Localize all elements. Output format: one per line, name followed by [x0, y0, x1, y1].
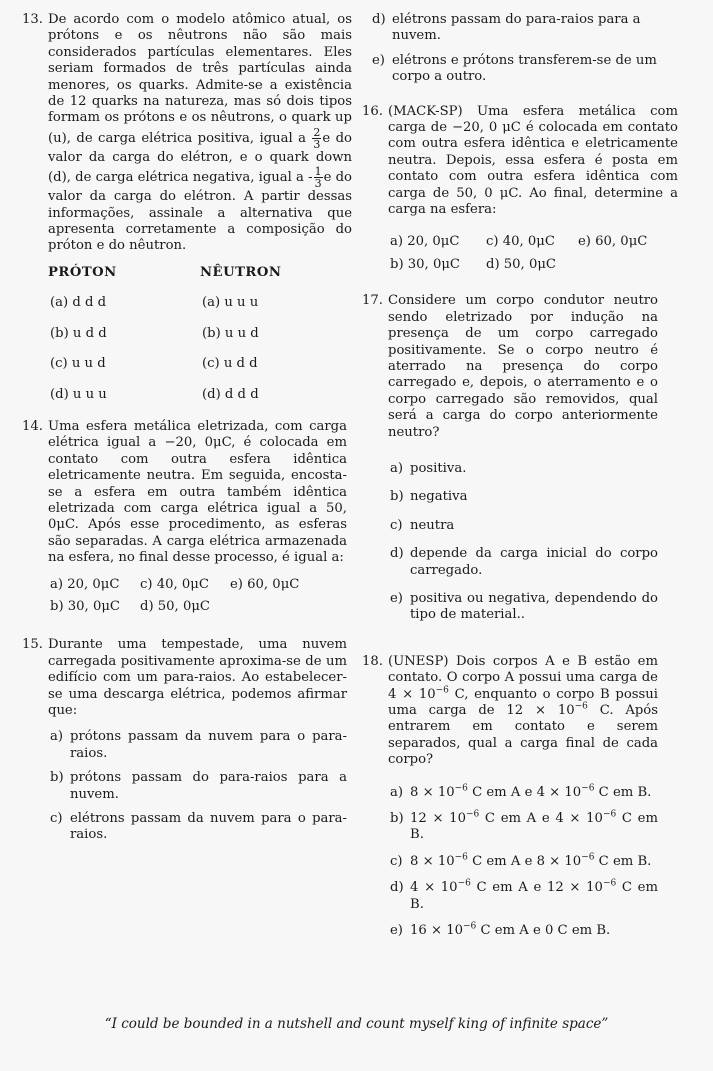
- question-body: [388, 293, 658, 632]
- question-number: 16.: [362, 103, 383, 119]
- option-b: b) prótons passam do para-raios para a nuvem.: [50, 770, 347, 802]
- option-a: a) 20, 0μC: [390, 234, 460, 250]
- option-b: b) 30, 0μC: [50, 598, 120, 614]
- question-text: (UNESP) Dois corpos A e B estão em contato. O corpo A possui uma carga de $4 \times 10^{-6}$ C, enquanto o corpo B possui uma carga de $12 \times 10^{-6}$ C. Após entrarem em contato e serem separados, qual a carga final de cada corpo?: [388, 653, 659, 768]
- option-a: a) prótons passam da nuvem para o para-raios.: [50, 729, 347, 761]
- option-d: d) depende da carga inicial do corpo carregado.: [390, 546, 658, 578]
- option-a: a) 20, 0μC: [50, 576, 120, 592]
- option-c: c) $8 \times 10^{-6}$ C em A e $8 \times 10^{-6}$ C em B.: [390, 852, 652, 869]
- option-c: c) 40, 0μC: [140, 576, 209, 592]
- option-d: d) $4 \times 10^{-6}$ C em A e $12 \times 10^{-6}$ C em B.: [390, 878, 658, 912]
- question-17: [362, 293, 658, 632]
- table-row: (b) u d d (b) u u d: [50, 325, 259, 341]
- question-16: [362, 103, 678, 274]
- option-c: c) elétrons passam da nuvem para o para-raios.: [50, 811, 347, 843]
- fraction-one-third: $\frac{1}{3}$: [314, 165, 322, 191]
- question-body: [388, 654, 658, 948]
- table-row: (a) d d d (a) u u u: [50, 295, 259, 311]
- option-b: b) negativa: [390, 489, 468, 505]
- option-c: c) neutra: [390, 517, 455, 533]
- option-a: a) $8 \times 10^{-6}$ C em A e $4 \times 10^{-6}$ C em B.: [390, 783, 652, 800]
- header-neutron: NÊUTRON: [200, 264, 282, 280]
- table-row: (c) u u d (c) u d d: [50, 356, 258, 372]
- footer-quote: “I could be bounded in a nutshell and count myself king of infinite space”: [104, 1016, 609, 1032]
- table-header: [48, 265, 352, 281]
- option-e: e) positiva ou negativa, dependendo do tipo de material..: [390, 590, 658, 623]
- question-body: [48, 637, 347, 851]
- option-d: d) 50, 0μC: [140, 598, 210, 614]
- question-text: De acordo com o modelo atômico atual, os prótons e os nêutrons não são mais considerados partículas elementares. Eles seriam formados de três partículas ainda menores, os quarks. Admite-se a existência de 12 quarks na natureza, mas só dois tipos formam os prótons e os nêutrons, o quark up (u), de carga elétrica positiva, igual a $\frac{2}{3}$ e do valor da carga do elétron, e o quark down (d), de carga elétrica negativa, igual a - $\frac{1}{3}$ e do valor da carga do elétron. A partir dessas informações, assinale a alternativa que apresenta corretamente a composição do próton e do nêutron.: [48, 12, 352, 254]
- fraction-two-thirds: $\frac{2}{3}$: [313, 125, 321, 151]
- options-list: [388, 461, 658, 624]
- options-grid: [50, 577, 347, 616]
- question-body: [48, 419, 347, 615]
- header-proton: PRÓTON: [48, 264, 117, 280]
- question-number: 17.: [362, 293, 383, 309]
- option-e: e) $16 \times 10^{-6}$ C em A e 0 C em B.: [390, 921, 611, 939]
- option-e: e) elétrons e prótons transferem-se de um corpo a outro.: [372, 52, 657, 85]
- option-d: d) 50, 0μC: [486, 256, 556, 272]
- option-c: c) 40, 0μC: [486, 234, 555, 250]
- question-15: [22, 637, 347, 851]
- option-b: b) 30, 0μC: [390, 256, 460, 272]
- question-13: [22, 12, 352, 407]
- question-body: [48, 12, 352, 407]
- question-text: Uma esfera metálica eletrizada, com carga elétrica igual a −20, 0μC, é colocada em contato com outra esfera idêntica eletricamente neutra. Em seguida, encosta-se a esfera em outra também idêntica eletrizada com carga elétrica igual a 50, 0μC. Após esse procedimento, as esferas são separadas. A carga elétrica armazenada na esfera, no final desse processo, é igual a:: [48, 418, 347, 566]
- option-d: d) elétrons passam do para-raios para a nuvem.: [372, 12, 641, 44]
- right-column: [362, 12, 678, 959]
- option-e: e) 60, 0μC: [578, 234, 648, 250]
- table-row: (d) u u u (d) d d d: [50, 386, 259, 402]
- question-text: Durante uma tempestade, uma nuvem carregada positivamente aproxima-se de um edifício com um para-raios. Ao estabelecer-se uma descarga elétrica, podemos afirmar que:: [48, 637, 347, 718]
- quark-table: [48, 265, 352, 403]
- option-a: a) positiva.: [390, 460, 467, 476]
- question-number: 13.: [22, 12, 43, 27]
- question-text: Considere um corpo condutor neutro sendo eletrizado por indução na presença de um corpo carregado positivamente. Se o corpo neutro é aterrado na presença do corpo carregado e, depois, o aterramento e o corpo carregado são removidos, qual será a carga do corpo anteriormente neutro?: [388, 293, 658, 440]
- left-column: [22, 12, 352, 864]
- question-number: 15.: [22, 637, 43, 653]
- question-15-continued: [370, 12, 658, 86]
- option-e: e) 60, 0μC: [230, 576, 300, 592]
- question-number: 14.: [22, 418, 43, 434]
- options-grid: [390, 234, 678, 273]
- question-14: [22, 419, 347, 615]
- options-list: [388, 785, 658, 940]
- question-body: [388, 104, 678, 274]
- question-text: (MACK-SP) Uma esfera metálica com carga de −20, 0 μC é colocada em contato com outra esfera idêntica e eletricamente neutra. Depois, essa esfera é posta em contato com outra esfera idêntica com carga de 50, 0 μC. Ao final, determine a carga na esfera:: [388, 103, 678, 218]
- question-number: 18.: [362, 653, 383, 669]
- options-list: [48, 729, 347, 843]
- option-b: b) $12 \times 10^{-6}$ C em A e $4 \times 10^{-6}$ C em B.: [390, 809, 658, 843]
- question-18: [362, 654, 658, 948]
